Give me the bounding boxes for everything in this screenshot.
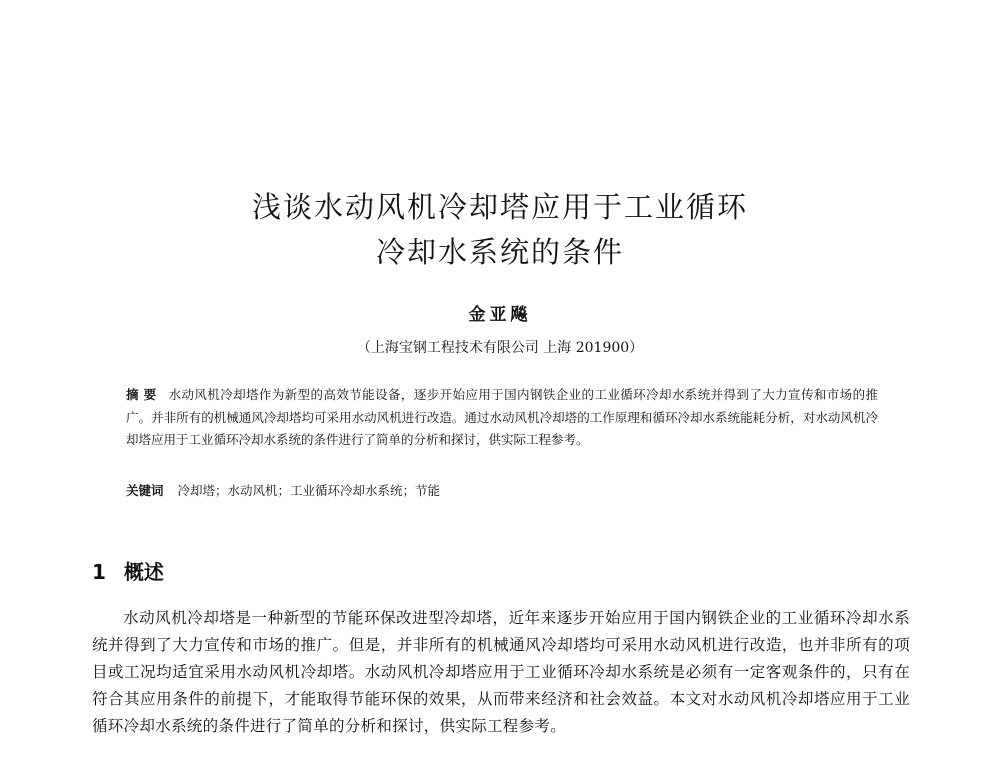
abstract-label: 摘 要	[126, 387, 157, 402]
abstract-block	[126, 384, 878, 452]
section-title: 概述	[123, 560, 164, 584]
keywords-text: 冷却塔；水动风机；工业循环冷却水系统；节能	[177, 483, 441, 498]
abstract-text: 水动风机冷却塔作为新型的高效节能设备，逐步开始应用于国内钢铁企业的工业循环冷却水系统并得到了大力宣传和市场的推广。并非所有的机械通风冷却塔均可采用水动风机进行改造。通过水动风机冷却塔的工作原理和循环冷却水系统能耗分析，对水动风机冷却塔应用于工业循环冷却水系统的条件进行了简单的分析和探讨，供实际工程参考。	[126, 387, 878, 447]
author-affiliation: （上海宝钢工程技术有限公司 上海 201900）	[356, 340, 644, 356]
keywords-label: 关键词	[126, 483, 164, 498]
section-number: 1	[92, 560, 106, 584]
keywords-block	[126, 481, 878, 501]
author-name: 金亚飚	[468, 305, 532, 325]
body-paragraph: 水动风机冷却塔是一种新型的节能环保改进型冷却塔，近年来逐步开始应用于国内钢铁企业的工业循环冷却水系统并得到了大力宣传和市场的推广。但是，并非所有的机械通风冷却塔均可采用水动风机进行改造，也并非所有的项目或工况均适宜采用水动风机冷却塔。水动风机冷却塔应用于工业循环冷却水系统是必须有一定客观条件的，只有在符合其应用条件的前提下，才能取得节能环保的效果，从而带来经济和社会效益。本文对水动风机冷却塔应用于工业循环冷却水系统的条件进行了简单的分析和探讨，供实际工程参考。	[92, 609, 910, 735]
section-heading	[92, 556, 164, 585]
paper-title-line-1: 浅谈水动风机冷却塔应用于工业循环	[251, 190, 748, 224]
paper-title-line-2: 冷却水系统的条件	[375, 235, 624, 269]
